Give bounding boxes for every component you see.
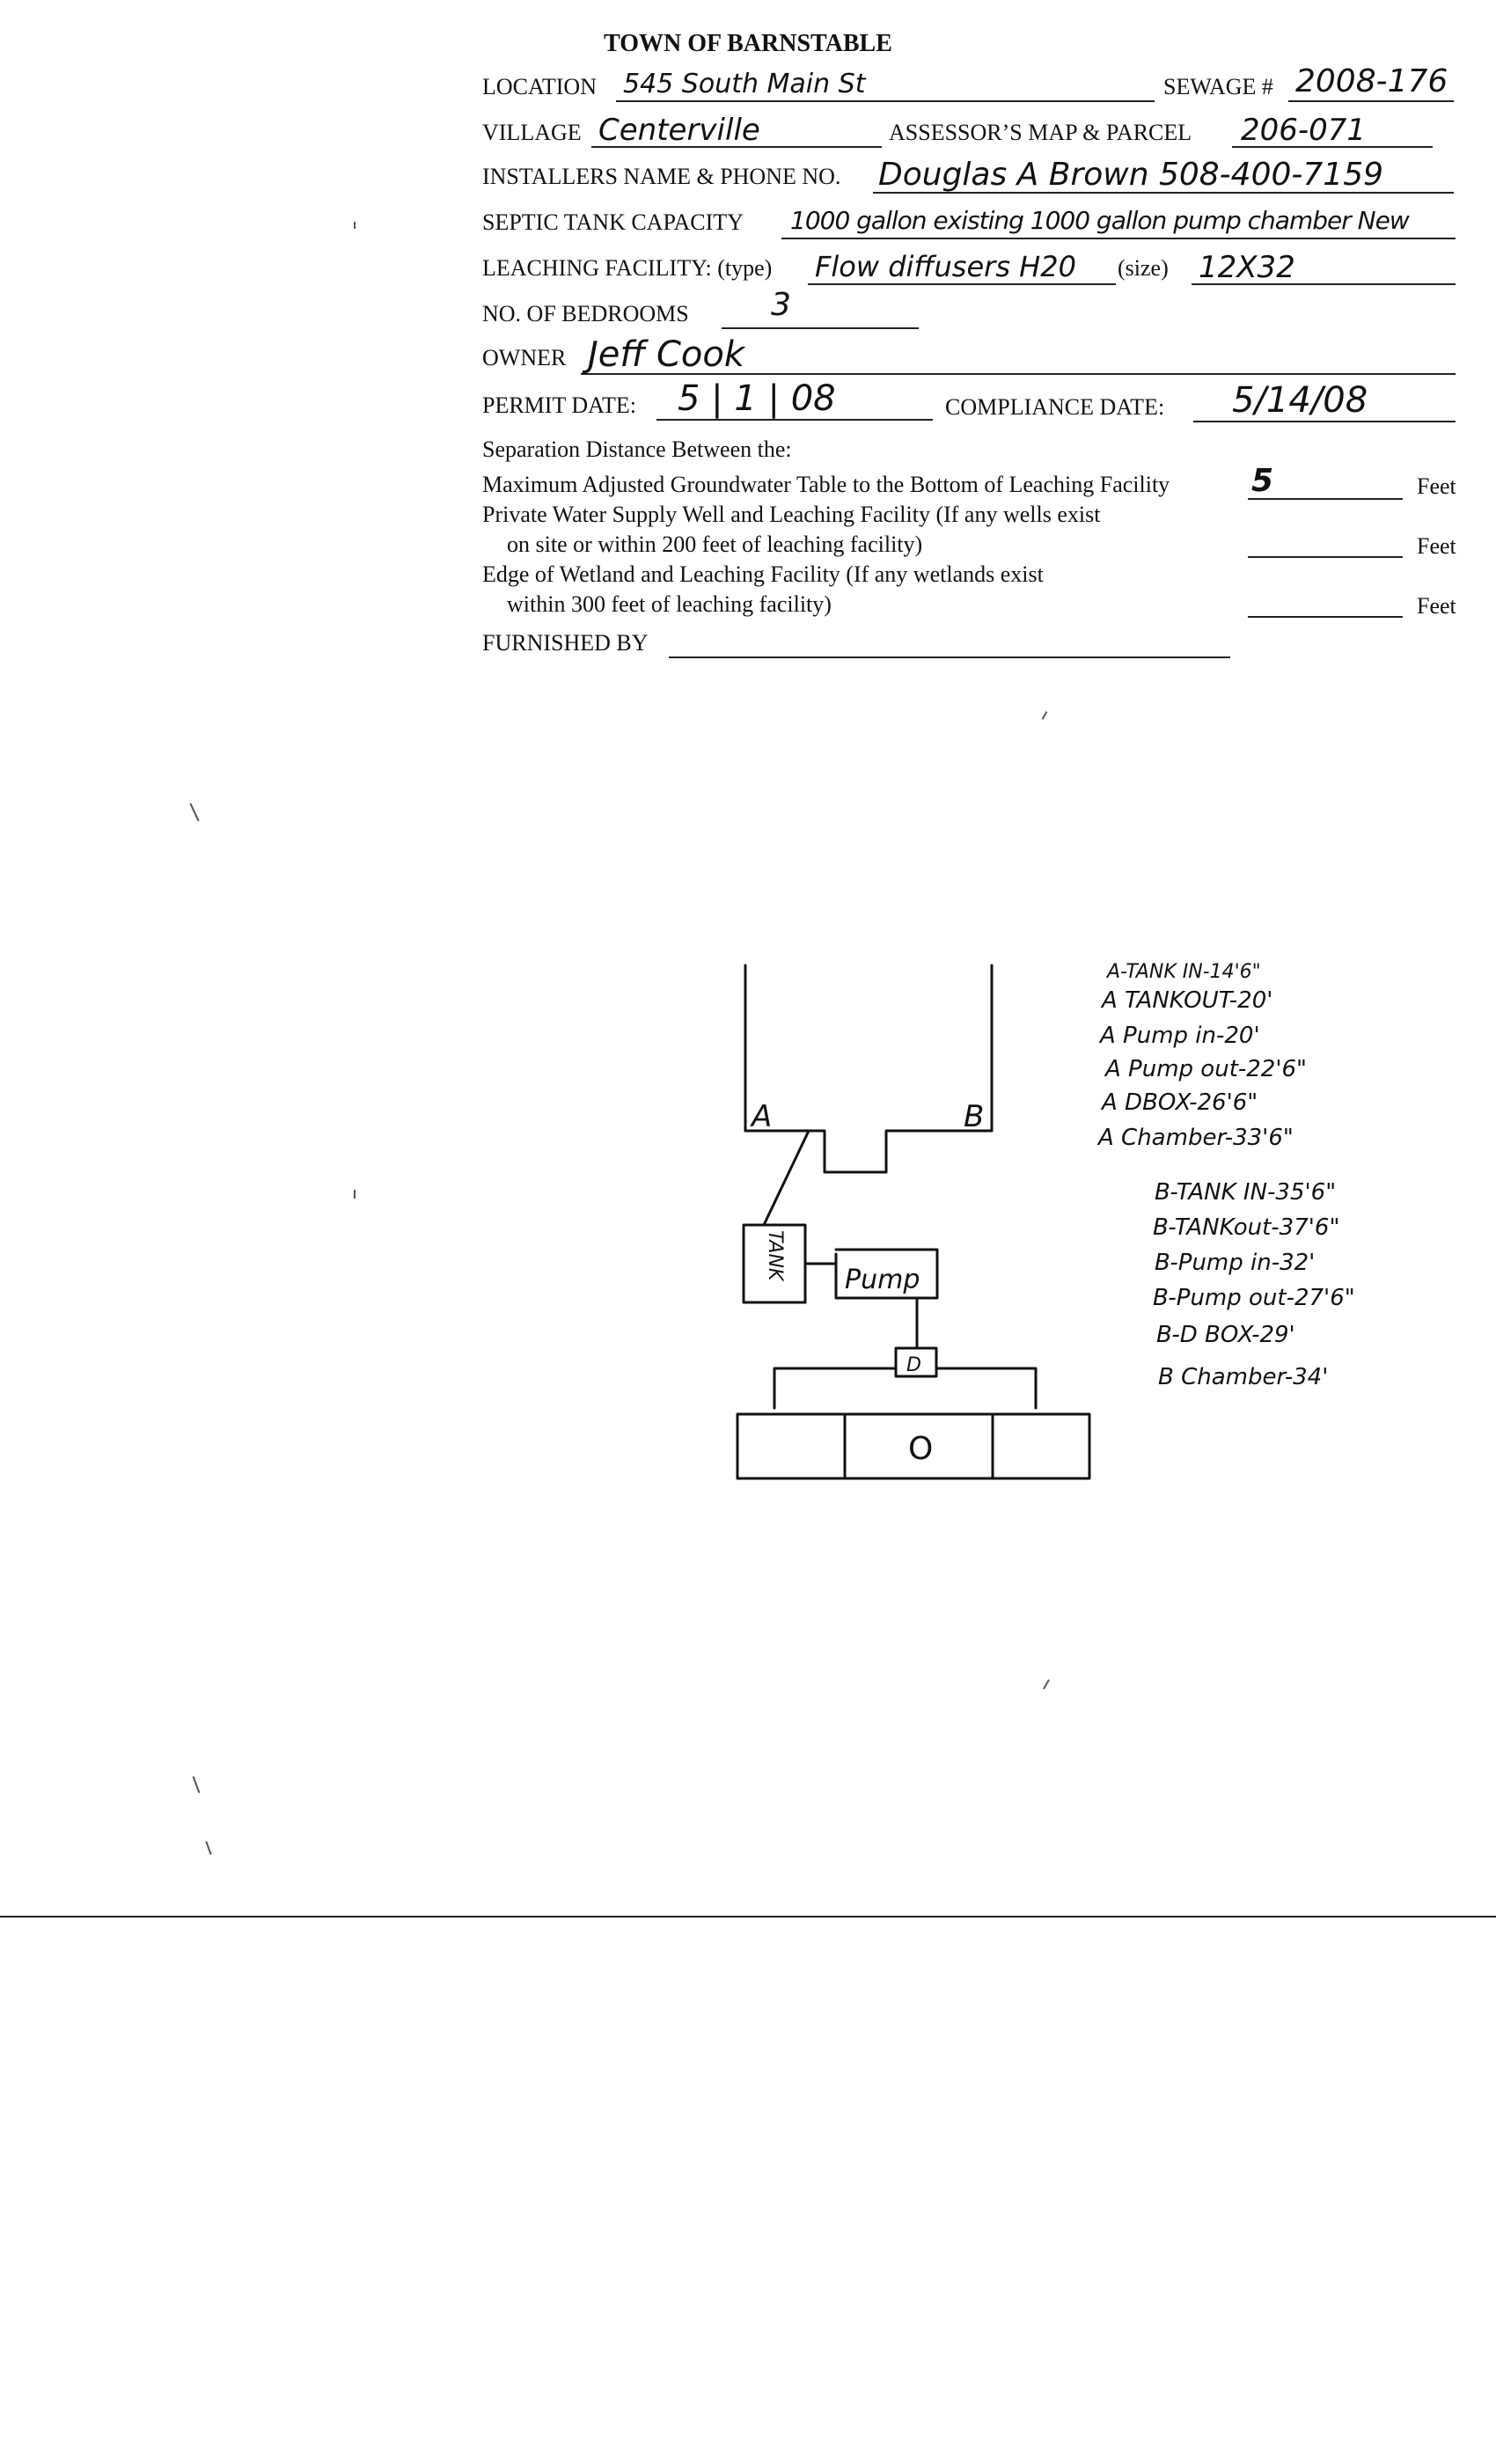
village-label: VILLAGE xyxy=(482,120,582,145)
note-a-pump-in: A Pump in-20' xyxy=(1100,1023,1260,1049)
bedrooms-label: NO. OF BEDROOMS xyxy=(482,301,689,326)
location-value: 545 South Main St xyxy=(623,69,866,99)
leaching-label: LEACHING FACILITY: (type) xyxy=(482,255,773,281)
point-b-label: B xyxy=(964,1099,985,1134)
permit-label: PERMIT DATE: xyxy=(482,392,637,418)
scan-speck xyxy=(1042,711,1048,720)
sewage-label: SEWAGE # xyxy=(1163,74,1273,99)
page-divider-line xyxy=(0,1916,1496,1918)
scan-speck xyxy=(193,1776,201,1793)
distribution-right-line xyxy=(936,1368,1036,1408)
scan-speck xyxy=(205,1841,211,1855)
leaching-field-marker: O xyxy=(908,1431,934,1467)
note-b-pump-out: B-Pump out-27'6" xyxy=(1153,1285,1355,1311)
point-a-label: A xyxy=(752,1099,773,1134)
note-a-tank-in: A-TANK IN-14'6" xyxy=(1107,961,1261,983)
sewage-value: 2008-176 xyxy=(1295,63,1448,99)
permit-value: 5 | 1 | 08 xyxy=(678,378,836,419)
furnished-underline xyxy=(669,656,1230,658)
sewage-underline xyxy=(1288,100,1454,102)
septic-value: 1000 gallon existing 1000 gallon pump chamber New xyxy=(790,206,1409,235)
scan-speck xyxy=(189,803,199,822)
scan-speck xyxy=(354,222,356,229)
scan-speck xyxy=(354,1190,356,1199)
compliance-value: 5/14/08 xyxy=(1232,380,1368,421)
note-b-chamber: B Chamber-34' xyxy=(1158,1364,1329,1390)
dbox-label: D xyxy=(906,1354,921,1376)
separation-heading: Separation Distance Between the: xyxy=(482,436,792,462)
village-value: Centerville xyxy=(598,113,760,148)
distribution-left-line xyxy=(774,1368,896,1408)
note-a-chamber: A Chamber-33'6" xyxy=(1098,1125,1294,1151)
furnished-label: FURNISHED BY xyxy=(482,630,649,656)
installer-value: Douglas A Brown 508-400-7159 xyxy=(878,157,1383,193)
location-label: LOCATION xyxy=(482,74,597,99)
note-a-pump-out: A Pump out-22'6" xyxy=(1105,1056,1307,1082)
septic-label: SEPTIC TANK CAPACITY xyxy=(482,209,744,235)
size-label: (size) xyxy=(1118,255,1169,281)
permit-underline xyxy=(656,419,933,421)
separation-wetland-underline xyxy=(1248,616,1403,618)
leaching-value: Flow diffusers H20 xyxy=(815,250,1076,283)
note-b-pump-in: B-Pump in-32' xyxy=(1155,1250,1316,1276)
pump-label: Pump xyxy=(845,1265,920,1295)
sewer-pipe xyxy=(764,1131,809,1225)
separation-groundwater-value: 5 xyxy=(1251,463,1274,499)
separation-well-text-1: Private Water Supply Well and Leaching Facility (If any wells exist xyxy=(482,502,1101,527)
house-foundation-line xyxy=(745,1131,992,1172)
bedrooms-value: 3 xyxy=(771,287,791,323)
separation-wetland-text-1: Edge of Wetland and Leaching Facility (If any wetlands exist xyxy=(482,561,1044,587)
page-title: TOWN OF BARNSTABLE xyxy=(604,30,892,57)
separation-well-text-2: on site or within 200 feet of leaching facility) xyxy=(507,532,923,557)
separation-well-underline xyxy=(1248,556,1403,558)
septic-underline xyxy=(781,238,1456,239)
separation-groundwater-unit: Feet xyxy=(1417,473,1456,499)
bedrooms-underline xyxy=(722,327,919,329)
leaching-underline xyxy=(808,283,1116,285)
size-value: 12X32 xyxy=(1199,250,1295,285)
compliance-label: COMPLIANCE DATE: xyxy=(945,394,1165,420)
septic-system-sketch xyxy=(722,950,1109,1496)
location-underline xyxy=(616,100,1155,102)
separation-well-unit: Feet xyxy=(1417,533,1456,559)
note-a-tank-out: A TANKOUT-20' xyxy=(1102,987,1273,1014)
note-b-tank-out: B-TANKout-37'6" xyxy=(1153,1214,1340,1241)
note-b-tank-in: B-TANK IN-35'6" xyxy=(1155,1179,1337,1206)
owner-value: Jeff Cook xyxy=(588,334,745,375)
note-b-dbox: B-D BOX-29' xyxy=(1156,1322,1295,1348)
parcel-value: 206-071 xyxy=(1241,113,1367,148)
separation-wetland-unit: Feet xyxy=(1417,593,1456,619)
separation-groundwater-text: Maximum Adjusted Groundwater Table to the Bottom of Leaching Facility xyxy=(482,472,1170,497)
scan-speck xyxy=(1043,1679,1050,1689)
note-a-dbox: A DBOX-26'6" xyxy=(1102,1089,1258,1116)
compliance-underline xyxy=(1193,421,1456,422)
installer-label: INSTALLERS NAME & PHONE NO. xyxy=(482,164,841,189)
separation-wetland-text-2: within 300 feet of leaching facility) xyxy=(507,591,832,617)
tank-label: TANK xyxy=(764,1230,786,1281)
parcel-label: ASSESSOR’S MAP & PARCEL xyxy=(889,120,1192,145)
owner-label: OWNER xyxy=(482,345,567,370)
